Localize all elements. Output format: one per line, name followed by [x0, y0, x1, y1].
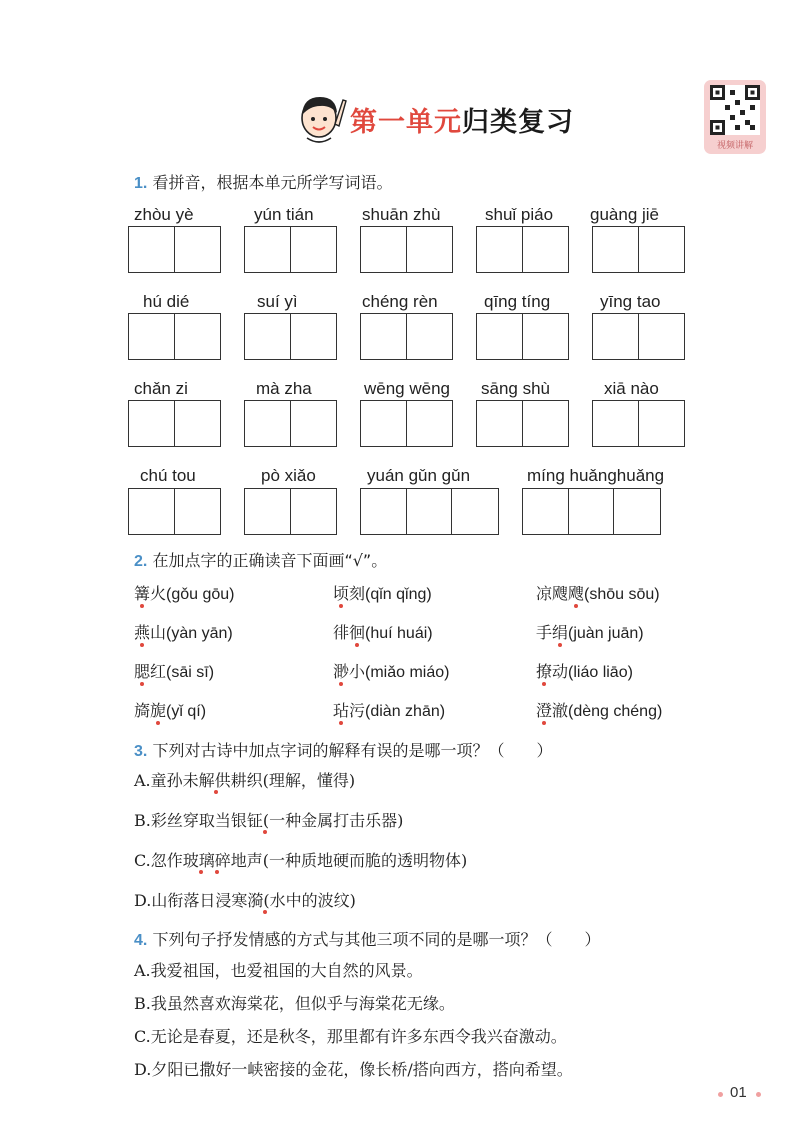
q1-writing-box-16[interactable] — [244, 488, 337, 535]
page-dot-right — [756, 1092, 761, 1097]
q2-item-8[interactable]: 撩动(liáo liāo) — [536, 662, 633, 681]
q1-writing-box-18[interactable] — [522, 488, 661, 535]
qr-code-icon — [710, 85, 760, 135]
q1-writing-box-13[interactable] — [476, 400, 569, 447]
q2-number: 2. — [134, 553, 148, 570]
emphasis-dot — [574, 604, 578, 608]
emphasis-dot — [542, 721, 546, 725]
emphasis-dot — [355, 643, 359, 647]
q1-writing-box-5[interactable] — [128, 313, 221, 360]
q3-option-c[interactable]: C.忽作玻璃碎地声(一种质地硬而脆的透明物体) — [134, 851, 468, 870]
q1-pinyin-17: yuán gǔn gǔn — [367, 466, 471, 485]
q2-item-6[interactable]: 腮红(sāi sī) — [134, 662, 215, 681]
emphasis-dot — [263, 910, 267, 914]
q1-number: 1. — [134, 175, 148, 192]
q2-item-7[interactable]: 渺小(miǎo miáo) — [333, 662, 450, 681]
q1-writing-box-6[interactable] — [244, 313, 337, 360]
emphasis-dot — [339, 721, 343, 725]
q1-writing-box-12[interactable] — [360, 400, 453, 447]
q1-writing-box-2[interactable] — [360, 226, 453, 273]
q1-writing-box-8[interactable] — [476, 313, 569, 360]
q1-pinyin-13: sāng shù — [481, 379, 550, 398]
q3-option-a[interactable]: A.童孙未解供耕织(理解，懂得) — [134, 771, 356, 790]
q1-pinyin-1: yún tián — [254, 205, 314, 224]
q3-option-d[interactable]: D.山衔落日浸寒漪(水中的波纹) — [134, 891, 356, 910]
q1-writing-box-17[interactable] — [360, 488, 499, 535]
q1-writing-box-4[interactable] — [592, 226, 685, 273]
q2-item-9[interactable]: 旖旎(yǐ qí) — [134, 701, 207, 720]
title-part-red: 第一单元 — [350, 107, 462, 138]
cartoon-boy-icon — [293, 88, 349, 148]
emphasis-dot — [140, 604, 144, 608]
q1-writing-box-14[interactable] — [592, 400, 685, 447]
q1-pinyin-5: hú dié — [143, 292, 190, 311]
q1-pinyin-9: yīng tao — [600, 292, 661, 311]
emphasis-dot — [542, 682, 546, 686]
q1-pinyin-3: shuǐ piáo — [485, 205, 554, 224]
q4-number: 4. — [134, 932, 148, 949]
q1-pinyin-8: qīng tíng — [484, 292, 551, 311]
emphasis-dot — [156, 721, 160, 725]
q1-writing-box-1[interactable] — [244, 226, 337, 273]
q1-pinyin-2: shuān zhù — [362, 205, 441, 224]
emphasis-dot — [339, 604, 343, 608]
q1-writing-box-3[interactable] — [476, 226, 569, 273]
q1-writing-box-15[interactable] — [128, 488, 221, 535]
q2-item-11[interactable]: 澄澈(dèng chéng) — [536, 701, 663, 720]
q1-pinyin-4: guàng jiē — [590, 205, 660, 224]
page-title — [350, 100, 574, 139]
q1-text: 看拼音，根据本单元所学写词语。 — [152, 173, 393, 192]
emphasis-dot — [140, 643, 144, 647]
q2-item-0[interactable]: 篝火(gǒu gōu) — [134, 584, 235, 603]
q3-number: 3. — [134, 743, 148, 760]
qr-code-badge[interactable] — [704, 80, 766, 154]
q4-option-a[interactable]: A.我爱祖国，也爱祖国的大自然的风景。 — [134, 961, 423, 980]
q4-option-d[interactable]: D.夕阳已撒好一峡密接的金花，像长桥/搭向西方，搭向希望。 — [134, 1060, 573, 1079]
emphasis-dot — [215, 870, 219, 874]
title-part-black: 归类复习 — [462, 107, 574, 138]
emphasis-dot — [214, 790, 218, 794]
page-dot-left — [718, 1092, 723, 1097]
q1-pinyin-12: wēng wēng — [364, 379, 451, 398]
q1-pinyin-6: suí yì — [257, 292, 298, 311]
q2-item-3[interactable]: 燕山(yàn yān) — [134, 623, 233, 642]
emphasis-dot — [140, 682, 144, 686]
q1-pinyin-0: zhòu yè — [134, 205, 194, 224]
q1-pinyin-11: mà zha — [256, 379, 312, 398]
q2-item-10[interactable]: 玷污(diàn zhān) — [333, 701, 446, 720]
q3-heading — [134, 738, 552, 761]
q2-text: 在加点字的正确读音下面画“√”。 — [152, 551, 388, 570]
q4-heading — [134, 927, 600, 950]
q4-text: 下列句子抒发情感的方式与其他三项不同的是哪一项？（ ） — [152, 930, 601, 949]
qr-caption: 视频讲解 — [716, 141, 753, 151]
q1-pinyin-15: chú tou — [140, 466, 196, 485]
q1-writing-box-9[interactable] — [592, 313, 685, 360]
q3-option-b[interactable]: B.彩丝穿取当银钲(一种金属打击乐器) — [134, 811, 404, 830]
q1-writing-box-0[interactable] — [128, 226, 221, 273]
emphasis-dot — [339, 682, 343, 686]
emphasis-dot — [558, 643, 562, 647]
q1-pinyin-7: chéng rèn — [362, 292, 438, 311]
q1-pinyin-16: pò xiǎo — [261, 466, 316, 485]
q1-writing-box-11[interactable] — [244, 400, 337, 447]
q2-item-2[interactable]: 凉飕飕(shōu sōu) — [536, 584, 660, 603]
q2-heading — [134, 548, 387, 571]
q1-pinyin-18: míng huǎnghuǎng — [527, 466, 665, 485]
q1-heading — [134, 170, 392, 193]
q2-item-4[interactable]: 徘徊(huí huái) — [333, 623, 433, 642]
page-number: 01 — [730, 1084, 747, 1101]
q1-writing-box-10[interactable] — [128, 400, 221, 447]
q4-option-b[interactable]: B.我虽然喜欢海棠花，但似乎与海棠花无缘。 — [134, 994, 455, 1013]
q1-writing-box-7[interactable] — [360, 313, 453, 360]
emphasis-dot — [263, 830, 267, 834]
q2-item-5[interactable]: 手绢(juàn juān) — [536, 623, 644, 642]
q4-option-c[interactable]: C.无论是春夏，还是秋冬，那里都有许多东西令我兴奋激动。 — [134, 1027, 567, 1046]
q1-pinyin-10: chǎn zi — [134, 379, 188, 398]
q2-item-1[interactable]: 顷刻(qǐn qǐng) — [333, 584, 432, 603]
q1-pinyin-14: xiā nào — [604, 379, 659, 398]
q3-text: 下列对古诗中加点字词的解释有误的是哪一项？（ ） — [152, 741, 553, 760]
emphasis-dot — [199, 870, 203, 874]
